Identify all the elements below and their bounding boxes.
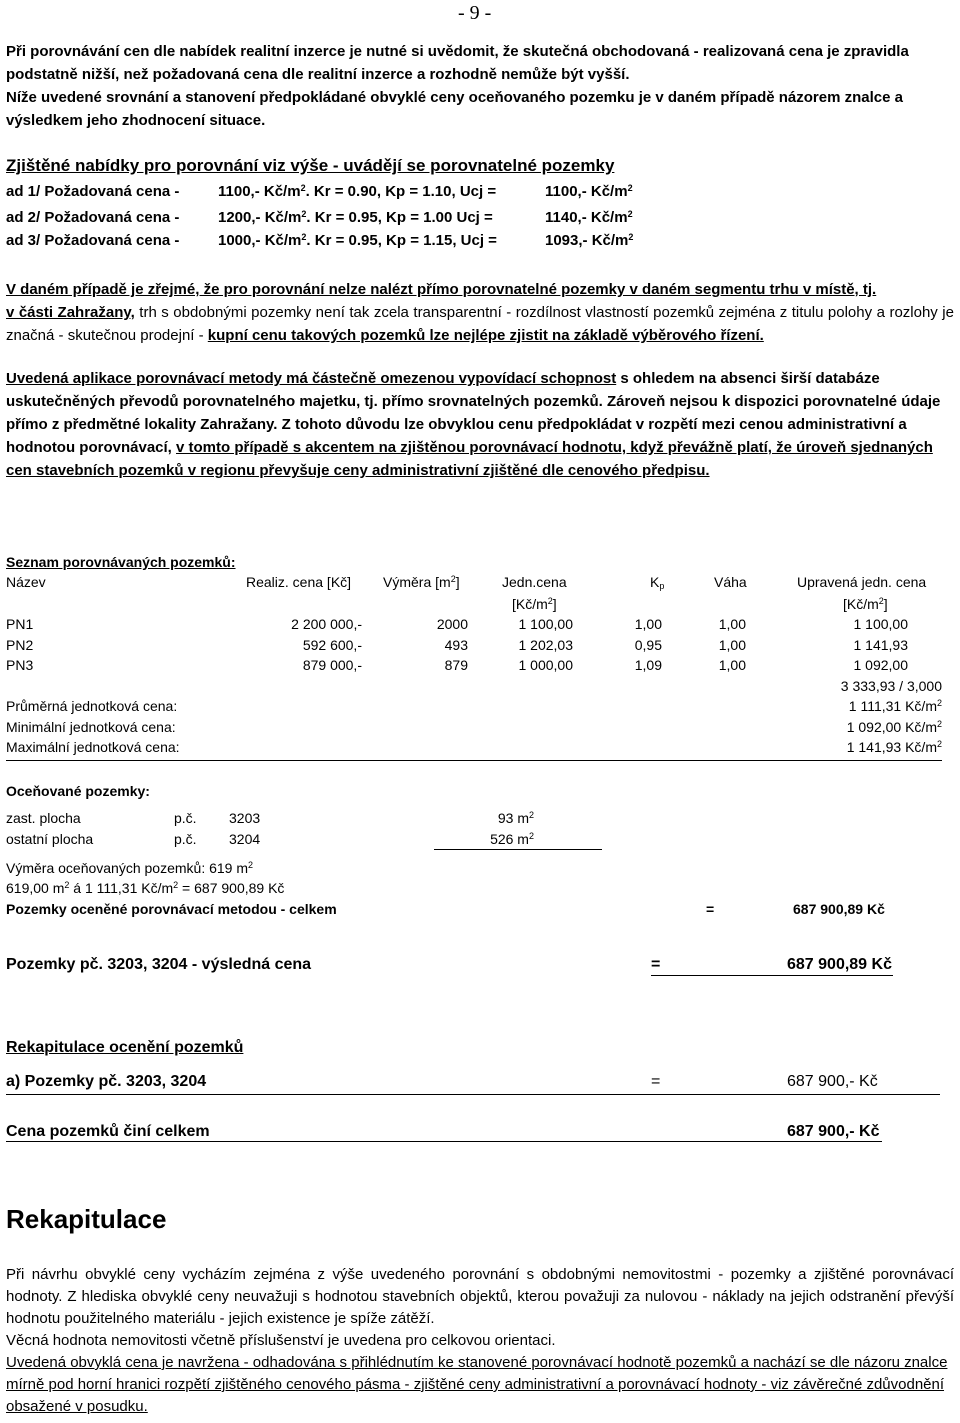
method-total-value: 687 900,89 Kč: [793, 901, 885, 917]
offer-ucj: 1100,- $Kč/m^2$: [545, 183, 633, 200]
parcel-type: ostatní plocha: [6, 831, 94, 847]
table-cell-weight: 1,00: [718, 657, 746, 673]
table-cell-kp: 0,95: [634, 637, 662, 653]
col-header-adjusted: Upravená jedn. cena: [797, 574, 927, 590]
table-cell-unit: 1 100,00: [518, 616, 573, 632]
intro-paragraph-1: Při porovnávání cen dle nabídek realitní inzerce je nutné si uvědomit, že skutečná obchodovaná - realizovaná cena je zpravidla podstatně nižší, než požadovaná cena dle realitní inzerce a rozhodně nemůže být vyšší.: [6, 43, 909, 83]
result-eq: =: [651, 956, 661, 973]
recap-item-value: 687 900,- Kč: [787, 1073, 878, 1090]
col-header-name: Název: [6, 574, 46, 590]
recap-item-rule: [6, 1094, 940, 1095]
col-header-price: Realiz. cena [Kč]: [246, 574, 352, 590]
analysis-paragraph-1: V daném případě je zřejmé, že pro porovnání nelze nalézt přímo porovnatelné pozemky v daném segmentu trhu v místě, tj. v části Zahražany, trh s obdobnými pozemky není tak zcela transparentní - rozdílnost vlastností pozemků zejména z titulu polohy a rozlohy je značná - skutečnou prodejní - kupní cenu takových pozemků lze nejlépe zjistit na základě výběrového řízení.: [6, 281, 954, 344]
col-header-adjusted-2: $[Kč/m^2]$: [843, 596, 888, 612]
recap-title: Rekapitulace: [6, 1204, 167, 1234]
table-cell-name: PN1: [6, 616, 34, 632]
intro-paragraph-2: Níže uvedené srovnání a stanovení předpokládané obvyklé ceny oceňovaného pozemku je v daném případě názorem znalce a výsledkem jeho zhodnocení situace.: [6, 89, 903, 129]
offer-price: 1000,- $Kč/m^2$. Kr = 0.95, Kp = 1.15, Ucj =: [218, 232, 497, 249]
stat-value: 1 141,93 $Kč/m^2$: [846, 739, 942, 755]
col-header-unit: Jedn.cena: [502, 574, 567, 590]
table-cell-price: 879 000,-: [302, 657, 362, 673]
parcel-sum-rule: [434, 849, 602, 850]
stat-label: Průměrná jednotková cena:: [6, 698, 178, 714]
adjusted-sum: 3 333,93 / 3,000: [840, 678, 942, 694]
stat-label: Maximální jednotková cena:: [6, 739, 180, 755]
offer-row: ad 1/ Požadovaná cena -: [6, 183, 180, 200]
table-cell-weight: 1,00: [718, 637, 746, 653]
offer-ucj: 1140,- $Kč/m^2$: [545, 209, 633, 226]
offer-price: 1100,- $Kč/m^2$. Kr = 0.90, Kp = 1.10, Ucj =: [218, 183, 497, 200]
recap-total-value: 687 900,- Kč: [787, 1123, 880, 1140]
table-bottom-rule: [6, 760, 942, 761]
table-cell-weight: 1,00: [718, 616, 746, 632]
recap-item-label: a) Pozemky pč. 3203, 3204: [6, 1073, 207, 1090]
recap-total-label: Cena pozemků činí celkem: [6, 1123, 210, 1140]
method-total-label: Pozemky oceněné porovnávací metodou - celkem: [6, 901, 337, 917]
valued-heading: Oceňované pozemky:: [6, 783, 150, 799]
parcel-number: 3204: [229, 831, 261, 847]
recap-total-rule: [6, 1141, 882, 1142]
offer-row: ad 2/ Požadovaná cena -: [6, 209, 180, 226]
total-area: Výměra oceňovaných pozemků: 619 $m^2$: [6, 860, 254, 876]
parcel-area: 526 $m^2$: [490, 831, 534, 847]
table-cell-area: 493: [444, 637, 468, 653]
offer-price: 1200,- $Kč/m^2$. Kr = 0.95, Kp = 1.00 Ucj =: [218, 209, 493, 226]
table-cell-adjusted: 1 141,93: [853, 637, 908, 653]
col-header-area: Výměra $[m^2]$: [383, 574, 460, 590]
result-value: 687 900,89 Kč: [787, 956, 892, 973]
table-cell-adjusted: 1 100,00: [853, 616, 908, 632]
result-label: Pozemky pč. 3203, 3204 - výsledná cena: [6, 956, 312, 973]
parcel-pc: p.č.: [174, 831, 197, 847]
table-cell-unit: 1 000,00: [518, 657, 573, 673]
table-cell-adjusted: 1 092,00: [853, 657, 908, 673]
offer-row: ad 3/ Požadovaná cena -: [6, 232, 180, 249]
table-cell-name: PN3: [6, 657, 34, 673]
comparison-heading: Seznam porovnávaných pozemků:: [6, 554, 236, 570]
recap-paragraph-3: Uvedená obvyklá cena je navržena - odhadována s přihlédnutím ke stanovené porovnávací hodnotě pozemků a nachází se dle názoru znalce mírně pod horní hranici rozpětí zjištěného cenového pásma - zjištěné ceny administrativní a porovnávací hodnoty - viz závěrečné zdůvodnění obsažené v posudku.: [6, 1354, 948, 1415]
table-cell-kp: 1,00: [634, 616, 662, 632]
col-header-unit-2: $[Kč/m^2]$: [512, 596, 557, 612]
stat-value: 1 092,00 $Kč/m^2$: [846, 719, 942, 735]
offer-ucj: 1093,- $Kč/m^2$: [545, 232, 634, 249]
price-calculation: 619,00 $m^2$ á 1 111,31 $Kč/m^2 = 687$ 900,89 Kč: [6, 880, 285, 896]
parcel-pc: p.č.: [174, 810, 197, 826]
table-cell-kp: 1,09: [634, 657, 662, 673]
table-cell-area: 2000: [436, 616, 468, 632]
parcel-number: 3203: [229, 810, 261, 826]
recap-valuation-heading: Rekapitulace ocenění pozemků: [6, 1039, 244, 1056]
table-cell-area: 879: [444, 657, 468, 673]
method-total-eq: =: [706, 901, 715, 917]
parcel-type: zast. plocha: [6, 810, 81, 826]
col-header-weight: Váha: [714, 574, 747, 590]
table-cell-price: 592 600,-: [302, 637, 362, 653]
result-underline: [651, 975, 893, 976]
offers-heading: Zjištěné nabídky pro porovnání viz výše - uvádějí se porovnatelné pozemky: [6, 156, 615, 175]
recap-paragraph-1: Při návrhu obvyklé ceny vycházím zejména z výše uvedeného porovnání s obdobnými nemovitostmi - pozemky a zjištěné porovnávací hodnoty. Z hlediska obvyklé ceny neuvažuji s hodnotou stavebních objektů, kterou považuji za nulovou - náklady na jejich odstranění převýší hodnotu použitelného materiálu - jejich existence je spíže zátěží.: [6, 1266, 954, 1327]
table-cell-unit: 1 202,03: [518, 637, 573, 653]
col-header-kp: $K_p$: [650, 574, 665, 591]
stat-label: Minimální jednotková cena:: [6, 719, 176, 735]
recap-item-eq: =: [651, 1073, 661, 1090]
table-cell-name: PN2: [6, 637, 34, 653]
table-cell-price: 2 200 000,-: [291, 616, 362, 632]
parcel-area: 93 $m^2$: [497, 810, 534, 826]
recap-paragraph-2: Věcná hodnota nemovitosti včetně příslušenství je uvedena pro celkovou orientaci.: [6, 1332, 556, 1349]
page-number: - 9 -: [458, 2, 492, 24]
stat-value: 1 111,31 $Kč/m^2$: [848, 698, 942, 714]
analysis-paragraph-2: Uvedená aplikace porovnávací metody má částečně omezenou vypovídací schopnost s ohledem na absenci širší databáze uskutečněných převodů porovnatelného majetku, tj. přímo srovnatelných pozemků. Zároveň nejsou k dispozici porovnatelné údaje přímo z předmětné lokality Zahražany. Z tohoto důvodu lze obvyklou cenu předpokládat v rozpětí mezi cenou administrativní a hodnotou porovnávací, v tomto případě s akcentem na zjištěnou porovnávací hodnotu, když převážně platí, že úroveň sjednaných cen stavebních pozemků v regionu převyšuje ceny administrativní zjištěné dle cenového předpisu.: [6, 370, 941, 479]
